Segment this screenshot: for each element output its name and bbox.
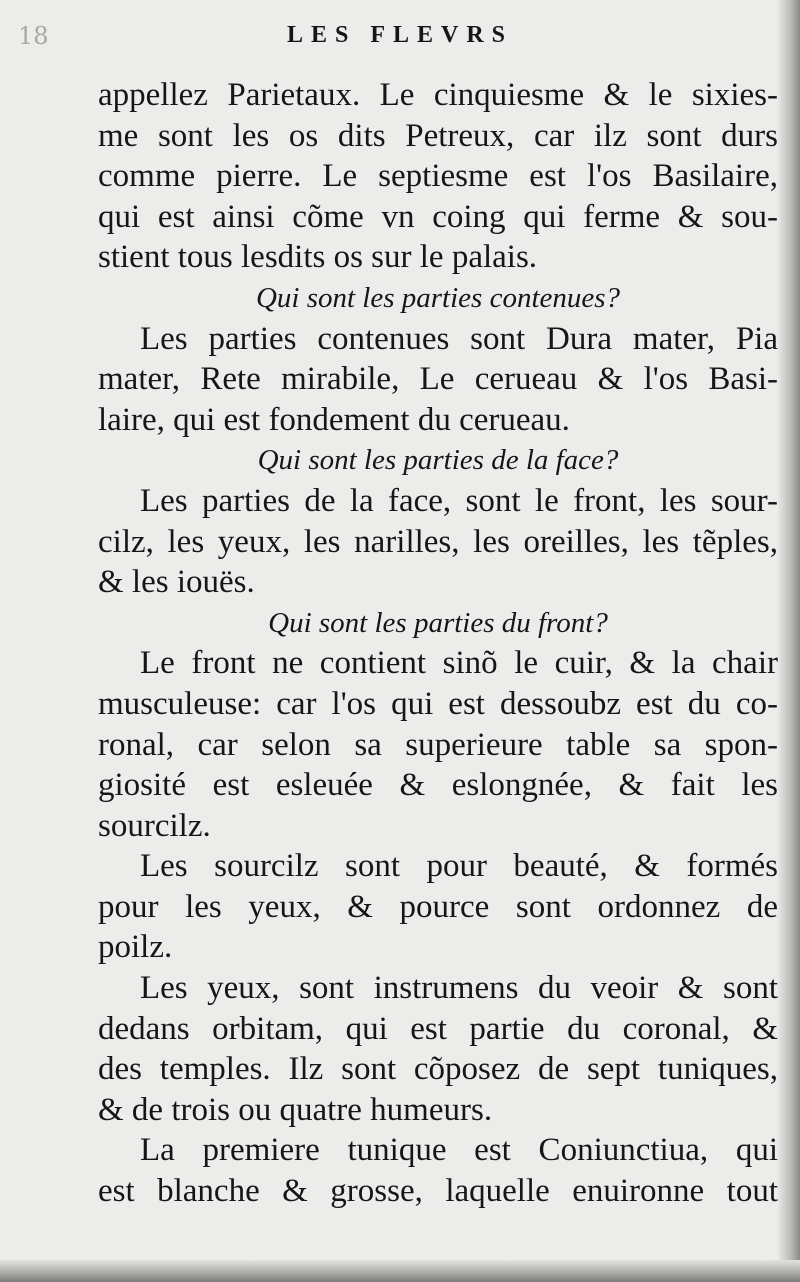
text-line: laire, qui est fondement du cerueau. xyxy=(98,401,570,438)
text-line: est blanche & grosse, laquelle enuironne tout xyxy=(98,1173,778,1210)
text-line: sourcilz. xyxy=(98,807,211,844)
text-line: & de trois ou quatre humeurs. xyxy=(98,1091,493,1128)
text-line: qui est ainsi cõme vn coing qui ferme & sou- xyxy=(98,198,778,235)
text-line: Les parties contenues sont Dura mater, Pia xyxy=(140,320,778,357)
page-edge-bottom xyxy=(0,1260,800,1282)
question-heading: Qui sont les parties contenues? xyxy=(255,281,621,314)
text-line: mater, Rete mirabile, Le cerueau & l'os Basi- xyxy=(98,361,778,398)
text-line: pour les yeux, & pource sont ordonnez de xyxy=(98,888,778,925)
text-line: Le front ne contient sinõ le cuir, & la chair xyxy=(140,645,778,682)
page-text xyxy=(98,75,778,1212)
text-line: Les sourcilz sont pour beauté, & formés xyxy=(140,848,778,885)
text-line: dedans orbitam, qui est partie du coronal, & xyxy=(98,1010,778,1047)
text-line: poilz. xyxy=(98,929,173,966)
question-heading: Qui sont les parties de la face? xyxy=(257,444,619,477)
text-line: cilz, les yeux, les narilles, les oreilles, les tẽples, xyxy=(98,523,778,560)
question-heading: Qui sont les parties du front? xyxy=(268,606,608,639)
text-line: giosité est esleuée & eslongnée, & fait les xyxy=(98,767,778,804)
text-line: me sont les os dits Petreux, car ilz sont durs xyxy=(98,117,778,154)
text-line: comme pierre. Le septiesme est l'os Basilaire, xyxy=(98,158,778,195)
text-line: stient tous lesdits os sur le palais. xyxy=(98,239,538,276)
text-line: La premiere tunique est Coniunctiua, qui xyxy=(140,1132,778,1169)
text-line: musculeuse: car l'os qui est dessoubz est du co- xyxy=(98,685,778,722)
text-line: ronal, car selon sa superieure table sa spon- xyxy=(98,726,778,763)
text-line: Les yeux, sont instrumens du veoir & sont xyxy=(140,970,778,1007)
text-line: appellez Parietaux. Le cinquiesme & le sixies- xyxy=(98,77,778,113)
text-line: Les parties de la face, sont le front, les sour- xyxy=(140,482,778,519)
text-line: & les iouës. xyxy=(98,564,255,601)
text-line: des temples. Ilz sont cõposez de sept tuniques, xyxy=(98,1051,778,1088)
page-number: 18 xyxy=(18,22,49,50)
running-head: LES FLEVRS xyxy=(286,22,514,48)
page-edge-right xyxy=(778,0,800,1282)
